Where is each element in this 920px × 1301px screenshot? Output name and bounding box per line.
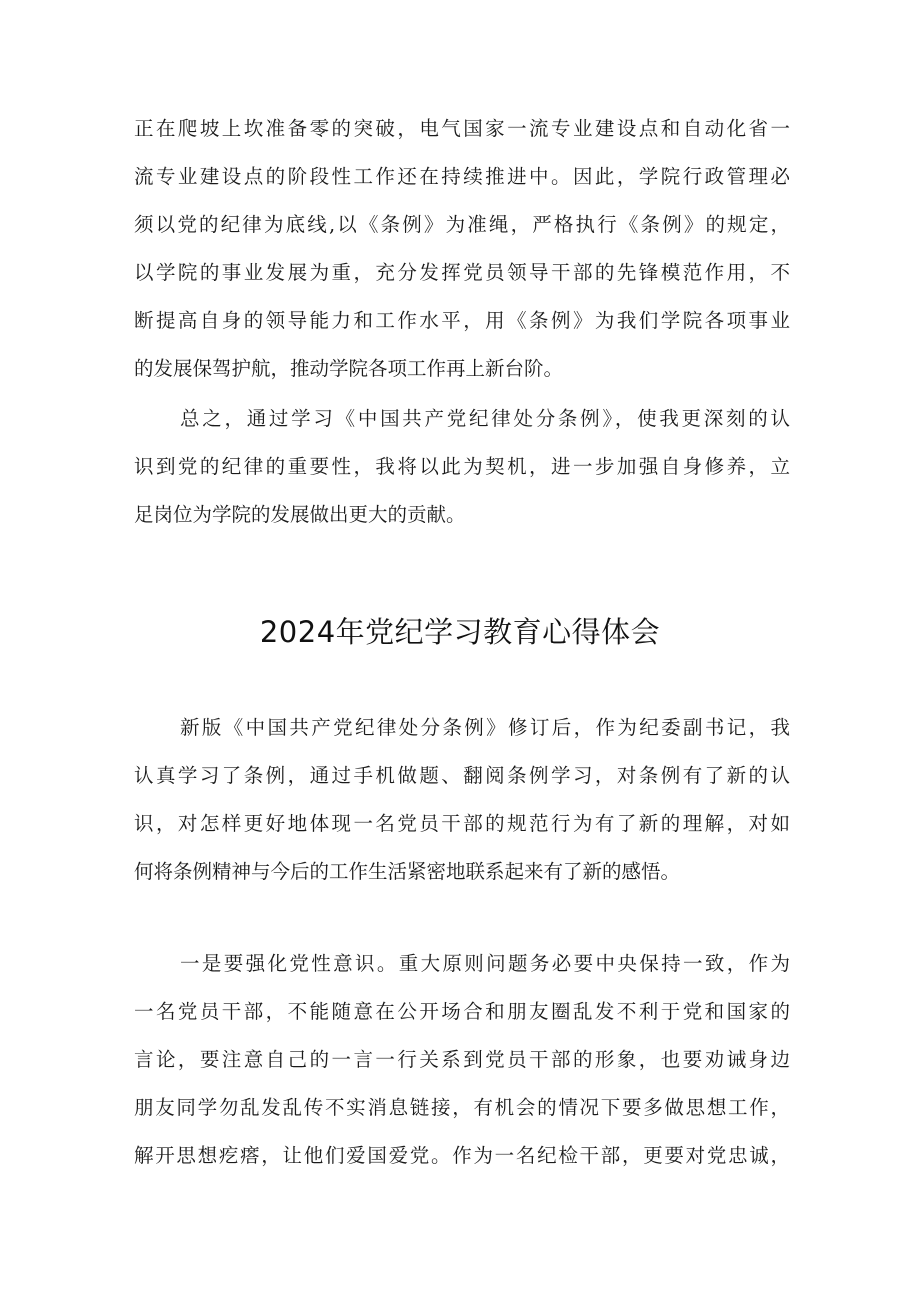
text-line: 以学院的事业发展为重，充分发挥党员领导干部的先锋模范作用，不	[134, 261, 790, 284]
text-line: 正在爬坡上坎准备零的突破，电气国家一流专业建设点和自动化省一	[134, 117, 790, 140]
text-line: 识，对怎样更好地体现一名党员干部的规范行为有了新的理解，对如	[134, 812, 790, 835]
text-line: 断提高自身的领导能力和工作水平，用《条例》为我们学院各项事业	[134, 309, 790, 332]
text-line: 识到党的纪律的重要性，我将以此为契机，进一步加强自身修养，立	[134, 455, 790, 478]
text-line: 流专业建设点的阶段性工作还在持续推进中。因此，学院行政管理必	[134, 165, 790, 188]
paragraph-2	[134, 940, 790, 1180]
article-title: 2024年党纪学习教育心得体会	[259, 615, 661, 649]
paragraph-1	[134, 704, 790, 896]
intro-paragraph	[134, 105, 790, 393]
text-line: 的发展保驾护航，推动学院各项工作再上新台阶。	[134, 357, 564, 380]
conclusion-paragraph	[134, 395, 790, 539]
text-line: 何将条例精神与今后的工作生活紧密地联系起来有了新的感悟。	[134, 860, 681, 883]
text-line: 须以党的纪律为底线,以《条例》为准绳，严格执行《条例》的规定，	[134, 213, 790, 236]
text-line: 足岗位为学院的发展做出更大的贡献。	[134, 503, 466, 526]
text-line: 一名党员干部，不能随意在公开场合和朋友圈乱发不利于党和国家的	[134, 1000, 790, 1023]
text-line: 朋友同学勿乱发乱传不实消息链接，有机会的情况下要多做思想工作，	[134, 1096, 790, 1119]
text-line: 新版《中国共产党纪律处分条例》修订后，作为纪委副书记，我	[180, 716, 790, 739]
text-line: 解开思想疙瘩，让他们爱国爱党。作为一名纪检干部，更要对党忠诚，	[134, 1144, 790, 1167]
text-line: 言论，要注意自己的一言一行关系到党员干部的形象，也要劝诫身边	[134, 1048, 790, 1071]
text-line: 认真学习了条例，通过手机做题、翻阅条例学习，对条例有了新的认	[134, 764, 790, 787]
text-line: 总之，通过学习《中国共产党纪律处分条例》，使我更深刻的认	[180, 407, 790, 430]
text-line: 一是要强化党性意识。重大原则问题务必要中央保持一致，作为	[180, 952, 790, 975]
